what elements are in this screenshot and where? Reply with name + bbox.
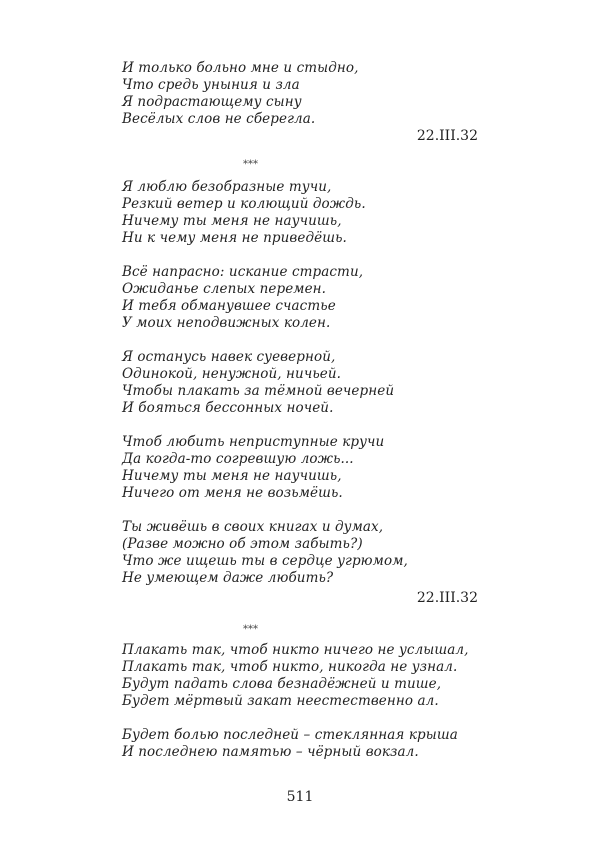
verse-line: Что средь уныния и зла	[122, 77, 300, 93]
stanza	[122, 179, 366, 247]
verse-line: Чтобы плакать за тёмной вечерней	[122, 383, 395, 399]
verse-line: И последнею памятью – чёрный вокзал.	[122, 744, 419, 760]
verse-line: Ничему ты меня не научишь,	[122, 468, 342, 484]
section-separator: ***	[243, 159, 258, 170]
verse-line: Я останусь навек суеверной,	[122, 349, 336, 365]
verse-line: И тебя обманувшее счастье	[122, 298, 336, 314]
stanza	[122, 727, 458, 761]
verse-line: У моих неподвижных колен.	[122, 315, 331, 331]
poem-date: 22.III.32	[416, 590, 478, 606]
verse-line: Будет болью последней – стеклянная крыша	[122, 727, 458, 743]
verse-line: Я люблю безобразные тучи,	[122, 179, 332, 195]
stanza	[122, 519, 408, 587]
verse-line: Ты живёшь в своих книгах и думах,	[122, 519, 384, 535]
verse-line: Ни к чему меня не приведёшь.	[122, 230, 347, 246]
verse-line: Ничего от меня не возьмёшь.	[122, 485, 343, 501]
stanza	[122, 434, 384, 502]
verse-line: Будет мёртвый закат неестественно ал.	[122, 693, 439, 709]
verse-line: Ожиданье слепых перемен.	[122, 281, 327, 297]
verse-line: И только больно мне и стыдно,	[122, 60, 359, 76]
verse-line: Резкий ветер и колющий дождь.	[122, 196, 366, 212]
stanza	[122, 60, 359, 128]
verse-line: Весёлых слов не сберегла.	[122, 111, 316, 127]
verse-line: Ничему ты меня не научишь,	[122, 213, 342, 229]
verse-line: Будут падать слова безнадёжней и тише,	[122, 676, 442, 692]
stanza	[122, 642, 469, 710]
section-separator: ***	[243, 624, 258, 635]
verse-line: (Разве можно об этом забыть?)	[122, 536, 363, 552]
verse-line: Чтоб любить неприступные кручи	[122, 434, 385, 450]
verse-line: Что же ищешь ты в сердце угрюмом,	[122, 553, 408, 569]
verse-line: Плакать так, чтоб никто ничего не услышал,	[122, 642, 469, 658]
verse-line: Одинокой, ненужной, ничьей.	[122, 366, 342, 382]
verse-line: И бояться бессонных ночей.	[122, 400, 334, 416]
stanza	[122, 264, 363, 332]
page-number: 511	[286, 789, 314, 805]
stanza	[122, 349, 394, 417]
verse-line: Да когда-то согревшую ложь...	[122, 451, 354, 467]
verse-line: Плакать так, чтоб никто, никогда не узнал.	[122, 659, 458, 675]
verse-line: Я подрастающему сыну	[122, 94, 302, 110]
verse-line: Не умеющем даже любить?	[122, 570, 334, 586]
verse-line: Всё напрасно: искание страсти,	[122, 264, 364, 280]
poem-date: 22.III.32	[416, 128, 478, 144]
